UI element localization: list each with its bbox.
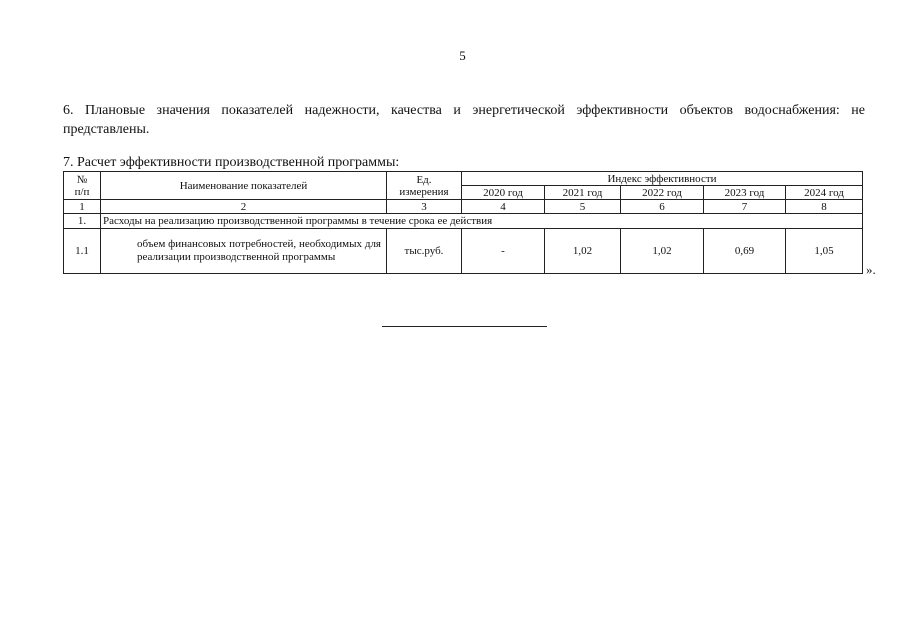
separator-line (382, 326, 547, 327)
section-row-text: Расходы на реализацию производственной программы в течение срока ее действия (101, 214, 863, 229)
column-number: 4 (462, 200, 545, 214)
row-value-2022: 1,02 (621, 229, 704, 274)
column-number: 3 (387, 200, 462, 214)
closing-quote: ». (866, 262, 876, 277)
section-7-title: 7. Расчет эффективности производственной программы: (63, 155, 400, 170)
header-unit-cell (387, 172, 462, 200)
header-unit-line1: Ед. (416, 173, 432, 186)
header-year-2022: 2022 год (621, 186, 704, 200)
header-unit-line2: измерения (399, 185, 449, 198)
row-value-2020: - (462, 229, 545, 274)
table-row (64, 229, 863, 274)
header-year-2024: 2024 год (786, 186, 863, 200)
column-number: 1 (64, 200, 101, 214)
header-index-group: Индекс эффективности (462, 172, 863, 186)
efficiency-table (63, 171, 863, 274)
header-num-line2: п/п (74, 185, 90, 198)
row-unit: тыс.руб. (387, 229, 462, 274)
section-row (64, 214, 863, 229)
row-value-2021: 1,02 (545, 229, 621, 274)
header-num-cell (64, 172, 101, 200)
header-year-2020: 2020 год (462, 186, 545, 200)
header-num-line1: № (76, 173, 88, 186)
column-number: 5 (545, 200, 621, 214)
header-year-2021: 2021 год (545, 186, 621, 200)
column-number: 2 (101, 200, 387, 214)
header-name-cell: Наименование показателей (101, 172, 387, 200)
column-number: 7 (704, 200, 786, 214)
row-value-2023: 0,69 (704, 229, 786, 274)
row-value-2024: 1,05 (786, 229, 863, 274)
column-numbers-row (64, 200, 863, 214)
header-year-2023: 2023 год (704, 186, 786, 200)
column-number: 8 (786, 200, 863, 214)
section-6-paragraph: 6. Плановые значения показателей надежности, качества и энергетической эффективности объектов водоснабжения: не представлены. (63, 103, 865, 137)
row-name: объем финансовых потребностей, необходимых для реализации производственной программы (101, 229, 387, 274)
column-number: 6 (621, 200, 704, 214)
row-num: 1.1 (64, 229, 101, 274)
section-row-num: 1. (64, 214, 101, 229)
table-header-row (64, 172, 863, 186)
page-number: 5 (459, 48, 466, 63)
